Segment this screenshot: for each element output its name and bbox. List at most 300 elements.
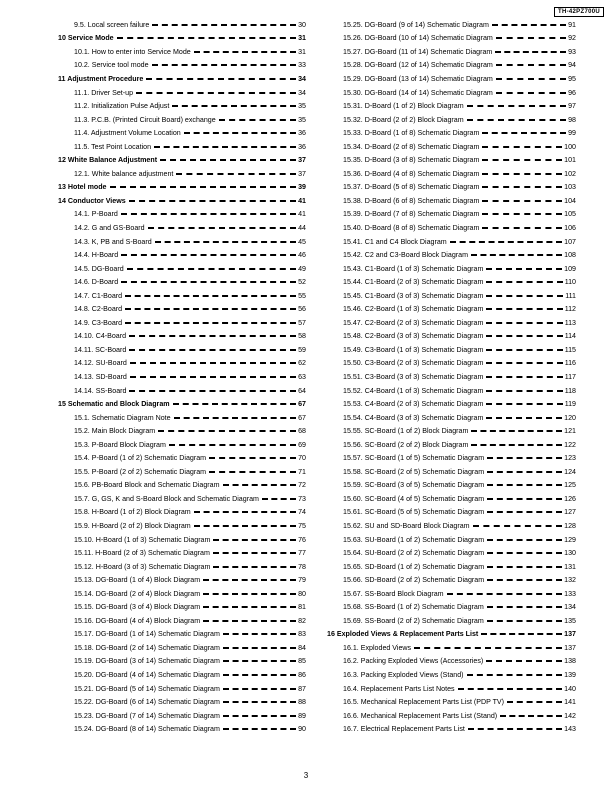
toc-entry-title: 15.16. DG-Board (4 of 4) Block Diagram (74, 616, 201, 625)
toc-entry-title: 15.46. C2-Board (1 of 3) Schematic Diagram (343, 305, 484, 314)
toc-subsection-entry[interactable] (58, 492, 306, 506)
toc-subsection-entry[interactable] (327, 357, 576, 371)
toc-leader-line (487, 579, 562, 581)
toc-entry-page: 99 (568, 129, 576, 138)
toc-subsection-entry[interactable] (58, 99, 306, 113)
toc-subsection-entry[interactable] (327, 86, 576, 100)
toc-entry-title: 15.11. H-Board (2 of 3) Schematic Diagram (74, 549, 210, 558)
toc-subsection-entry[interactable] (327, 722, 576, 736)
toc-entry-page: 62 (298, 359, 306, 368)
toc-leader-line (125, 308, 296, 310)
toc-subsection-entry[interactable] (58, 438, 306, 452)
toc-entry-page: 44 (298, 223, 306, 232)
toc-subsection-entry[interactable] (58, 221, 306, 235)
toc-entry-page: 118 (564, 386, 576, 395)
toc-entry-title: 15.37. D-Board (5 of 8) Schematic Diagram (343, 183, 480, 192)
toc-entry-title: 15.51. C3-Board (3 of 3) Schematic Diagram (343, 372, 484, 381)
toc-subsection-entry[interactable] (58, 113, 306, 127)
toc-leader-line (155, 241, 296, 243)
toc-left-column (58, 18, 306, 736)
toc-entry-title: 15.18. DG-Board (2 of 14) Schematic Diagram (74, 643, 220, 652)
toc-subsection-entry[interactable] (58, 208, 306, 222)
toc-entry-page: 85 (298, 657, 306, 666)
toc-entry-page: 140 (564, 684, 576, 693)
toc-subsection-entry[interactable] (327, 330, 576, 344)
toc-leader-line (121, 213, 296, 215)
toc-leader-line (127, 268, 296, 270)
toc-entry-title: 15.58. SC-Board (2 of 5) Schematic Diagram (343, 467, 485, 476)
toc-entry-page: 56 (298, 305, 306, 314)
toc-entry-page: 87 (298, 684, 306, 693)
toc-entry-title: 15.41. C1 and C4 Block Diagram (343, 237, 447, 246)
toc-subsection-entry[interactable] (327, 59, 576, 73)
toc-entry-page: 133 (564, 589, 576, 598)
toc-leader-line (121, 281, 296, 283)
toc-subsection-entry[interactable] (58, 235, 306, 249)
toc-leader-line (194, 525, 296, 527)
toc-entry-title: 15.13. DG-Board (1 of 4) Block Diagram (74, 576, 201, 585)
toc-subsection-entry[interactable] (327, 587, 576, 601)
toc-entry-title: 12.1. White balance adjustment (74, 169, 174, 178)
toc-subsection-entry[interactable] (327, 72, 576, 86)
toc-subsection-entry[interactable] (327, 32, 576, 46)
toc-entry-page: 84 (298, 643, 306, 652)
toc-entry-page: 125 (564, 481, 576, 490)
toc-subsection-entry[interactable] (327, 614, 576, 628)
toc-leader-line (496, 92, 566, 94)
toc-entry-page: 89 (298, 711, 306, 720)
toc-entry-page: 37 (298, 169, 306, 178)
toc-entry-title: 15.55. SC-Board (1 of 2) Block Diagram (343, 427, 469, 436)
toc-entry-page: 107 (564, 237, 576, 246)
toc-leader-line (468, 728, 562, 730)
toc-subsection-entry[interactable] (58, 167, 306, 181)
toc-subsection-entry[interactable] (58, 452, 306, 466)
toc-subsection-entry[interactable] (327, 533, 576, 547)
toc-entry-title: 15.12. H-Board (3 of 3) Schematic Diagram (74, 562, 211, 571)
toc-leader-line (203, 593, 296, 595)
toc-entry-page: 80 (298, 589, 306, 598)
toc-subsection-entry[interactable] (58, 655, 306, 669)
toc-subsection-entry[interactable] (327, 438, 576, 452)
toc-leader-line (481, 633, 562, 635)
toc-subsection-entry[interactable] (327, 560, 576, 574)
toc-entry-page: 92 (568, 34, 576, 43)
toc-subsection-entry[interactable] (327, 397, 576, 411)
toc-entry-page: 121 (564, 427, 576, 436)
toc-leader-line (486, 335, 562, 337)
toc-entry-title: 14.3. K, PB and S-Board (74, 237, 152, 246)
toc-leader-line (471, 444, 562, 446)
toc-entry-page: 82 (298, 616, 306, 625)
toc-leader-line (486, 376, 562, 378)
toc-subsection-entry[interactable] (327, 573, 576, 587)
model-code-badge: TH-42PZ700U (554, 7, 604, 17)
toc-entry-title: 15.31. D-Board (1 of 2) Block Diagram (343, 102, 464, 111)
toc-subsection-entry[interactable] (327, 452, 576, 466)
toc-subsection-entry[interactable] (58, 411, 306, 425)
toc-entry-title: 11.5. Test Point Location (74, 142, 152, 151)
toc-entry-page: 129 (564, 535, 576, 544)
toc-entry-page: 72 (298, 481, 306, 490)
toc-entry-page: 115 (564, 345, 576, 354)
toc-leader-line (482, 200, 562, 202)
toc-leader-line (487, 457, 562, 459)
toc-subsection-entry[interactable] (58, 316, 306, 330)
toc-entry-title: 15.7. G, GS, K and S-Board Block and Schematic Diagram (74, 494, 259, 503)
toc-entry-title: 15.22. DG-Board (6 of 14) Schematic Diagram (74, 698, 220, 707)
toc-leader-line (482, 213, 562, 215)
toc-entry-title: 10.1. How to enter into Service Mode (74, 47, 191, 56)
toc-entry-page: 113 (564, 318, 576, 327)
toc-entry-title: 15.57. SC-Board (1 of 5) Schematic Diagram (343, 454, 485, 463)
toc-entry-title: 11 Adjustment Procedure (58, 74, 144, 83)
toc-entry-title: 12 White Balance Adjustment (58, 156, 158, 165)
toc-leader-line (487, 498, 562, 500)
toc-subsection-entry[interactable] (327, 262, 576, 276)
toc-leader-line (458, 688, 563, 690)
toc-subsection-entry[interactable] (58, 275, 306, 289)
toc-entry-page: 105 (564, 210, 576, 219)
toc-entry-title: 15.6. PB-Board Block and Schematic Diagram (74, 481, 220, 490)
toc-subsection-entry[interactable] (327, 181, 576, 195)
toc-subsection-entry[interactable] (58, 330, 306, 344)
toc-leader-line (482, 159, 562, 161)
toc-entry-title: 15.17. DG-Board (1 of 14) Schematic Diagram (74, 630, 220, 639)
toc-subsection-entry[interactable] (58, 573, 306, 587)
toc-entry-page: 70 (298, 454, 306, 463)
toc-entry-title: 14.10. C4-Board (74, 332, 127, 341)
toc-leader-line (467, 674, 563, 676)
toc-leader-line (209, 457, 296, 459)
toc-subsection-entry[interactable] (58, 370, 306, 384)
toc-subsection-entry[interactable] (58, 722, 306, 736)
toc-subsection-entry[interactable] (327, 45, 576, 59)
toc-entry-page: 135 (564, 616, 576, 625)
toc-entry-title: 14.13. SD-Board (74, 372, 127, 381)
toc-section-entry[interactable] (58, 153, 306, 167)
toc-entry-page: 31 (298, 34, 306, 43)
toc-subsection-entry[interactable] (58, 357, 306, 371)
toc-subsection-entry[interactable] (327, 424, 576, 438)
toc-subsection-entry[interactable] (58, 695, 306, 709)
toc-leader-line (487, 511, 562, 513)
toc-entry-page: 109 (564, 264, 576, 273)
toc-entry-title: 14 Conductor Views (58, 196, 126, 205)
toc-subsection-entry[interactable] (327, 370, 576, 384)
toc-leader-line (487, 606, 562, 608)
toc-subsection-entry[interactable] (58, 533, 306, 547)
toc-leader-line (213, 539, 296, 541)
toc-subsection-entry[interactable] (58, 546, 306, 560)
toc-subsection-entry[interactable] (327, 113, 576, 127)
toc-leader-line (486, 281, 562, 283)
toc-entry-title: 15.68. SS-Board (1 of 2) Schematic Diagram (343, 603, 484, 612)
toc-entry-title: 15.25. DG-Board (9 of 14) Schematic Diagram (343, 20, 489, 29)
toc-entry-page: 98 (568, 115, 576, 124)
toc-subsection-entry[interactable] (58, 668, 306, 682)
toc-subsection-entry[interactable] (327, 546, 576, 560)
toc-entry-title: 14.1. P-Board (74, 210, 118, 219)
toc-subsection-entry[interactable] (58, 506, 306, 520)
toc-leader-line (223, 660, 296, 662)
toc-subsection-entry[interactable] (327, 194, 576, 208)
toc-entry-title: 15.3. P-Board Block Diagram (74, 440, 166, 449)
toc-leader-line (194, 511, 296, 513)
toc-entry-title: 15.40. D-Board (8 of 8) Schematic Diagram (343, 223, 480, 232)
toc-leader-line (130, 362, 296, 364)
toc-subsection-entry[interactable] (58, 18, 306, 32)
toc-entry-page: 93 (568, 47, 576, 56)
toc-entry-title: 14.7. C1-Board (74, 291, 123, 300)
toc-entry-page: 106 (564, 223, 576, 232)
toc-leader-line (496, 78, 566, 80)
toc-entry-page: 132 (564, 576, 576, 585)
toc-subsection-entry[interactable] (58, 465, 306, 479)
toc-leader-line (129, 200, 296, 202)
toc-section-entry[interactable] (58, 72, 306, 86)
toc-entry-page: 141 (564, 698, 576, 707)
toc-entry-title: 14.6. D-Board (74, 278, 119, 287)
toc-subsection-entry[interactable] (58, 384, 306, 398)
toc-entry-page: 41 (298, 210, 306, 219)
toc-subsection-entry[interactable] (327, 99, 576, 113)
toc-entry-title: 16.1. Exploded Views (343, 643, 412, 652)
toc-entry-page: 46 (298, 251, 306, 260)
toc-subsection-entry[interactable] (58, 519, 306, 533)
toc-leader-line (203, 620, 296, 622)
toc-entry-page: 90 (298, 725, 306, 734)
toc-entry-title: 15.49. C3-Board (1 of 3) Schematic Diagram (343, 345, 484, 354)
toc-subsection-entry[interactable] (58, 140, 306, 154)
toc-subsection-entry[interactable] (58, 248, 306, 262)
toc-leader-line (173, 403, 297, 405)
toc-leader-line (121, 254, 296, 256)
toc-entry-page: 94 (568, 61, 576, 70)
toc-subsection-entry[interactable] (327, 695, 576, 709)
toc-subsection-entry[interactable] (327, 655, 576, 669)
toc-entry-page: 124 (564, 467, 576, 476)
toc-leader-line (203, 579, 296, 581)
toc-entry-page: 127 (564, 508, 576, 517)
toc-section-entry[interactable] (58, 32, 306, 46)
toc-entry-page: 119 (564, 400, 576, 409)
toc-subsection-entry[interactable] (58, 601, 306, 615)
toc-leader-line (223, 674, 296, 676)
toc-entry-title: 15.63. SU-Board (1 of 2) Schematic Diagram (343, 535, 485, 544)
toc-subsection-entry[interactable] (58, 126, 306, 140)
toc-subsection-entry[interactable] (327, 411, 576, 425)
toc-section-entry[interactable] (58, 194, 306, 208)
toc-entry-title: 15.52. C4-Board (1 of 3) Schematic Diagram (343, 386, 484, 395)
toc-entry-title: 15.60. SC-Board (4 of 5) Schematic Diagram (343, 494, 485, 503)
toc-leader-line (158, 430, 296, 432)
toc-entry-title: 14.14. SS-Board (74, 386, 127, 395)
toc-leader-line (152, 24, 296, 26)
toc-leader-line (486, 390, 562, 392)
toc-subsection-entry[interactable] (327, 668, 576, 682)
toc-leader-line (203, 606, 296, 608)
toc-leader-line (174, 417, 297, 419)
toc-leader-line (487, 552, 562, 554)
toc-entry-page: 110 (564, 278, 576, 287)
toc-leader-line (495, 51, 566, 53)
toc-subsection-entry[interactable] (58, 479, 306, 493)
toc-entry-title: 11.4. Adjustment Volume Location (74, 129, 181, 138)
toc-leader-line (486, 268, 562, 270)
toc-section-entry[interactable] (327, 628, 576, 642)
toc-leader-line (223, 728, 296, 730)
toc-entry-page: 97 (568, 102, 576, 111)
toc-subsection-entry[interactable] (327, 682, 576, 696)
toc-entry-title: 15.4. P-Board (1 of 2) Schematic Diagram (74, 454, 207, 463)
toc-entry-title: 15.64. SU-Board (2 of 2) Schematic Diagram (343, 549, 485, 558)
toc-entry-title: 14.2. G and GS-Board (74, 223, 145, 232)
toc-subsection-entry[interactable] (327, 519, 576, 533)
toc-subsection-entry[interactable] (327, 167, 576, 181)
toc-subsection-entry[interactable] (58, 641, 306, 655)
toc-subsection-entry[interactable] (58, 424, 306, 438)
toc-entry-page: 126 (564, 494, 576, 503)
toc-subsection-entry[interactable] (327, 289, 576, 303)
toc-leader-line (213, 566, 296, 568)
toc-leader-line (129, 390, 296, 392)
toc-leader-line (486, 660, 562, 662)
toc-subsection-entry[interactable] (58, 682, 306, 696)
toc-subsection-entry[interactable] (327, 709, 576, 723)
toc-subsection-entry[interactable] (327, 140, 576, 154)
toc-subsection-entry[interactable] (327, 18, 576, 32)
toc-entry-title: 14.9. C3-Board (74, 318, 123, 327)
toc-leader-line (486, 322, 562, 324)
toc-leader-line (486, 362, 562, 364)
toc-subsection-entry[interactable] (58, 614, 306, 628)
toc-section-entry[interactable] (58, 397, 306, 411)
toc-entry-page: 134 (564, 603, 576, 612)
toc-leader-line (169, 444, 296, 446)
toc-entry-title: 15.21. DG-Board (5 of 14) Schematic Diagram (74, 684, 220, 693)
toc-entry-page: 96 (568, 88, 576, 97)
toc-entry-page: 35 (298, 115, 306, 124)
toc-entry-title: 15.32. D-Board (2 of 2) Block Diagram (343, 115, 464, 124)
toc-entry-title: 15.69. SS-Board (2 of 2) Schematic Diagram (343, 616, 484, 625)
toc-subsection-entry[interactable] (327, 343, 576, 357)
toc-leader-line (487, 566, 562, 568)
toc-leader-line (473, 525, 563, 527)
toc-entry-page: 57 (298, 318, 306, 327)
toc-leader-line (414, 647, 562, 649)
toc-subsection-entry[interactable] (327, 601, 576, 615)
toc-entry-title: 15.5. P-Board (2 of 2) Schematic Diagram (74, 467, 207, 476)
toc-entry-page: 74 (298, 508, 306, 517)
toc-leader-line (152, 64, 297, 66)
toc-entry-title: 9.5. Local screen failure (74, 20, 150, 29)
toc-entry-page: 39 (298, 183, 306, 192)
toc-entry-page: 69 (298, 440, 306, 449)
toc-leader-line (487, 620, 562, 622)
toc-entry-page: 83 (298, 630, 306, 639)
toc-subsection-entry[interactable] (58, 560, 306, 574)
toc-entry-title: 16.3. Packing Exploded Views (Stand) (343, 671, 464, 680)
toc-subsection-entry[interactable] (327, 153, 576, 167)
toc-leader-line (492, 24, 566, 26)
toc-subsection-entry[interactable] (327, 641, 576, 655)
toc-subsection-entry[interactable] (327, 479, 576, 493)
toc-entry-title: 14.11. SC-Board (74, 345, 127, 354)
toc-subsection-entry[interactable] (327, 302, 576, 316)
toc-entry-title: 15.8. H-Board (1 of 2) Block Diagram (74, 508, 191, 517)
toc-subsection-entry[interactable] (58, 262, 306, 276)
toc-entry-page: 95 (568, 74, 576, 83)
toc-entry-page: 79 (298, 576, 306, 585)
toc-subsection-entry[interactable] (327, 235, 576, 249)
toc-entry-title: 15.67. SS-Board Block Diagram (343, 589, 444, 598)
toc-entry-page: 63 (298, 372, 306, 381)
toc-entry-page: 120 (564, 413, 576, 422)
toc-entry-page: 31 (298, 47, 306, 56)
toc-subsection-entry[interactable] (327, 126, 576, 140)
toc-subsection-entry[interactable] (327, 465, 576, 479)
toc-leader-line (447, 593, 563, 595)
toc-subsection-entry[interactable] (58, 709, 306, 723)
toc-subsection-entry[interactable] (58, 86, 306, 100)
toc-entry-page: 137 (564, 643, 576, 652)
toc-subsection-entry[interactable] (58, 59, 306, 73)
toc-subsection-entry[interactable] (58, 302, 306, 316)
toc-leader-line (209, 471, 296, 473)
toc-entry-page: 67 (298, 400, 306, 409)
toc-section-entry[interactable] (58, 181, 306, 195)
toc-entry-title: 14.4. H-Board (74, 251, 119, 260)
toc-entry-title: 15.38. D-Board (6 of 8) Schematic Diagram (343, 196, 480, 205)
toc-entry-title: 11.3. P.C.B. (Printed Circuit Board) exchange (74, 115, 216, 124)
toc-entry-title: 16.7. Electrical Replacement Parts List (343, 725, 465, 734)
toc-leader-line (117, 37, 297, 39)
toc-subsection-entry[interactable] (327, 248, 576, 262)
toc-subsection-entry[interactable] (58, 289, 306, 303)
toc-entry-title: 15.47. C2-Board (2 of 3) Schematic Diagram (343, 318, 484, 327)
toc-subsection-entry[interactable] (327, 384, 576, 398)
toc-subsection-entry[interactable] (58, 587, 306, 601)
toc-entry-title: 15.50. C3-Board (2 of 3) Schematic Diagram (343, 359, 484, 368)
toc-entry-title: 15.28. DG-Board (12 of 14) Schematic Diagram (343, 61, 493, 70)
toc-entry-page: 68 (298, 427, 306, 436)
toc-leader-line (148, 227, 297, 229)
toc-leader-line (125, 295, 296, 297)
toc-leader-line (176, 173, 296, 175)
toc-subsection-entry[interactable] (327, 275, 576, 289)
toc-subsection-entry[interactable] (327, 316, 576, 330)
toc-subsection-entry[interactable] (58, 343, 306, 357)
toc-entry-title: 16.6. Mechanical Replacement Parts List (Stand) (343, 711, 498, 720)
toc-entry-page: 34 (298, 88, 306, 97)
toc-subsection-entry[interactable] (58, 628, 306, 642)
toc-entry-page: 49 (298, 264, 306, 273)
toc-entry-page: 45 (298, 237, 306, 246)
toc-subsection-entry[interactable] (327, 492, 576, 506)
toc-entry-title: 15.59. SC-Board (3 of 5) Schematic Diagram (343, 481, 485, 490)
toc-entry-title: 15.44. C1-Board (2 of 3) Schematic Diagram (343, 278, 484, 287)
toc-subsection-entry[interactable] (327, 221, 576, 235)
toc-entry-page: 73 (298, 494, 306, 503)
toc-subsection-entry[interactable] (58, 45, 306, 59)
toc-subsection-entry[interactable] (327, 208, 576, 222)
toc-entry-title: 15.29. DG-Board (13 of 14) Schematic Diagram (343, 74, 493, 83)
toc-subsection-entry[interactable] (327, 506, 576, 520)
toc-entry-title: 15.42. C2 and C3-Board Block Diagram (343, 251, 468, 260)
toc-entry-title: 15.34. D-Board (2 of 8) Schematic Diagram (343, 142, 480, 151)
toc-entry-title: 15.36. D-Board (4 of 8) Schematic Diagram (343, 169, 480, 178)
